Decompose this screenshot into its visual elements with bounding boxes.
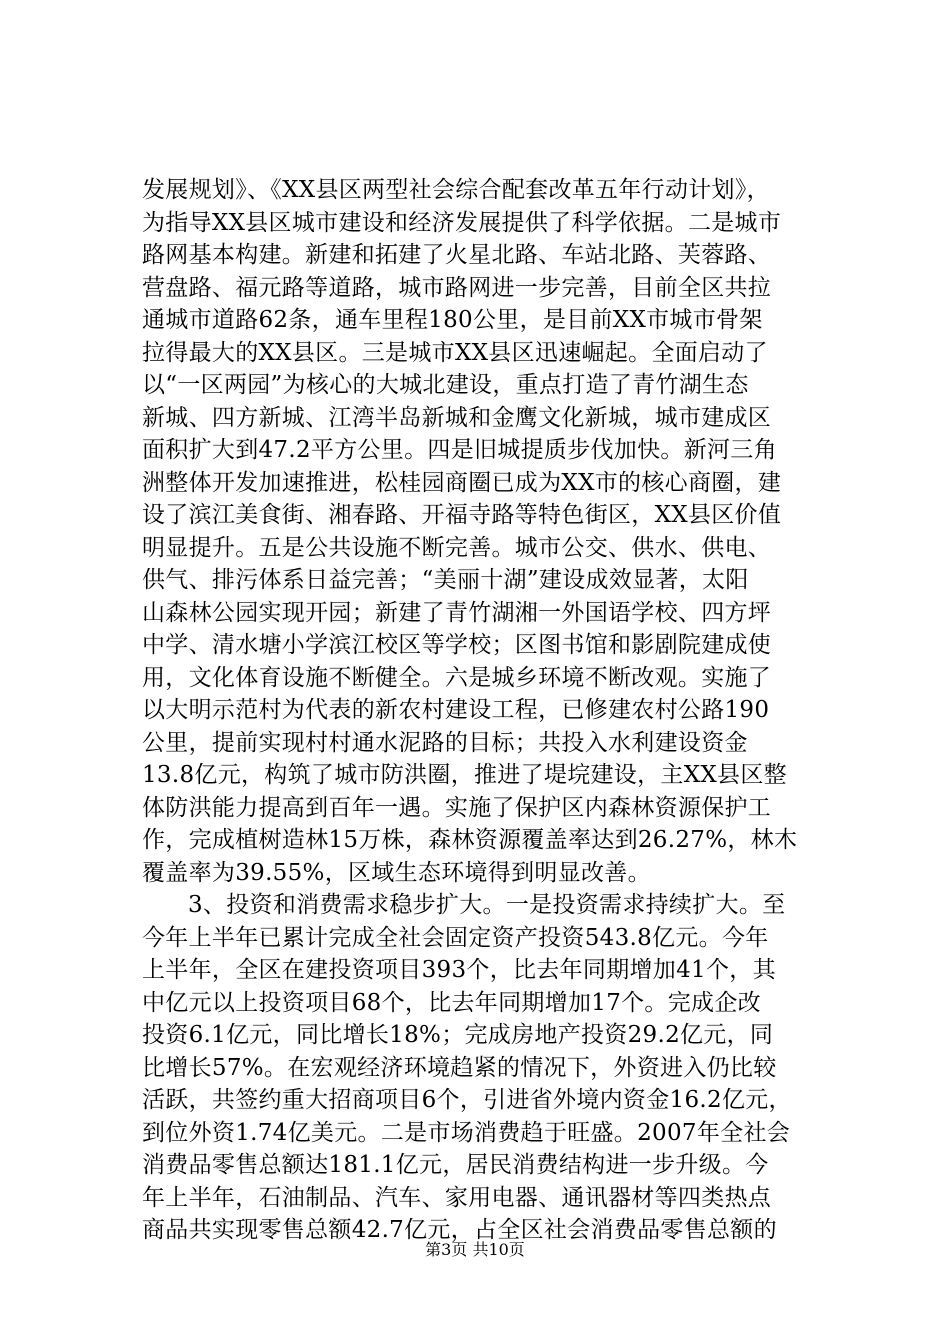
text-line: 洲整体开发加速推进，松桂园商圈已成为XX市的核心商圈，建	[142, 469, 782, 496]
text-line: 明显提升。五是公共设施不断完善。城市公交、供水、供电、	[142, 534, 772, 561]
text-line: 路网基本构建。新建和拓建了火星北路、车站北路、芙蓉路、	[142, 242, 772, 268]
text-line: 公里，提前实现村村通水泥路的目标；共投入水利建设资金	[142, 729, 748, 756]
text-line: 设了滨江美食街、湘春路、开福寺路等特色街区，XX县区价值	[142, 502, 782, 528]
text-line: 作，完成植树造林15万株，森林资源覆盖率达到26.27%，林木	[142, 827, 798, 853]
text-line: 通城市道路62条，通车里程180公里，是目前XX市城市骨架	[142, 307, 763, 333]
paragraph-start-line: 3、投资和消费需求稳步扩大。一是投资需求持续扩大。至	[188, 892, 786, 918]
text-line: 今年上半年已累计完成全社会固定资产投资543.8亿元。今年	[142, 924, 769, 951]
text-line: 为指导XX县区城市建设和经济发展提供了科学依据。二是城市	[142, 209, 782, 236]
text-line: 山森林公园实现开园；新建了青竹湖湘一外国语学校、四方坪	[142, 599, 772, 626]
text-line: 体防洪能力提高到百年一遇。实施了保护区内森林资源保护工	[142, 794, 772, 821]
text-line: 以“一区两园”为核心的大城北建设，重点打造了青竹湖生态	[142, 372, 749, 398]
text-line: 投资6.1亿元，同比增长18%；完成房地产投资29.2亿元，同	[142, 1022, 774, 1048]
page-number-footer: 第3页 共10页	[425, 1240, 525, 1259]
body-text	[142, 174, 842, 1247]
text-line: 比增长57%。在宏观经济环境趋紧的情况下，外资进入仍比较	[142, 1054, 777, 1081]
text-line: 中亿元以上投资项目68个，比去年同期增加17个。完成企改	[142, 989, 761, 1016]
text-line: 用，文化体育设施不断健全。六是城乡环境不断改观。实施了	[142, 664, 772, 691]
text-line: 13.8亿元，构筑了城市防洪圈，推进了堤垸建设，主XX县区整	[142, 762, 787, 788]
text-line: 中学、清水塘小学滨江校区等学校；区图书馆和影剧院建成使	[142, 632, 772, 658]
text-line: 覆盖率为39.55%，区域生态环境得到明显改善。	[142, 859, 651, 886]
text-line: 拉得最大的XX县区。三是城市XX县区迅速崛起。全面启动了	[142, 339, 768, 366]
text-line: 营盘路、福元路等道路，城市路网进一步完善，目前全区共拉	[142, 274, 772, 301]
text-line: 新城、四方新城、江湾半岛新城和金鹰文化新城，城市建成区	[142, 404, 772, 431]
text-line: 以大明示范村为代表的新农村建设工程，已修建农村公路190	[142, 697, 770, 723]
text-line: 商品共实现零售总额42.7亿元，占全区社会消费品零售总额的	[142, 1217, 777, 1243]
text-line: 年上半年，石油制品、汽车、家用电器、通讯器材等四类热点	[142, 1184, 772, 1211]
text-line: 活跃，共签约重大招商项目6个，引进省外境内资金16.2亿元，	[142, 1087, 792, 1113]
text-line: 发展规划》、《XX县区两型社会综合配套改革五年行动计划》，	[142, 177, 770, 203]
text-line: 供气、排污体系日益完善；“美丽十湖”建设成效显著，太阳	[142, 567, 749, 593]
text-line: 到位外资1.74亿美元。二是市场消费趋于旺盛。2007年全社会	[142, 1119, 791, 1146]
text-line: 上半年，全区在建投资项目393个，比去年同期增加41个，其	[142, 957, 776, 983]
text-line: 消费品零售总额达181.1亿元，居民消费结构进一步升级。今	[142, 1152, 769, 1178]
text-line: 面积扩大到47.2平方公里。四是旧城提质步伐加快。新河三角	[142, 437, 777, 463]
